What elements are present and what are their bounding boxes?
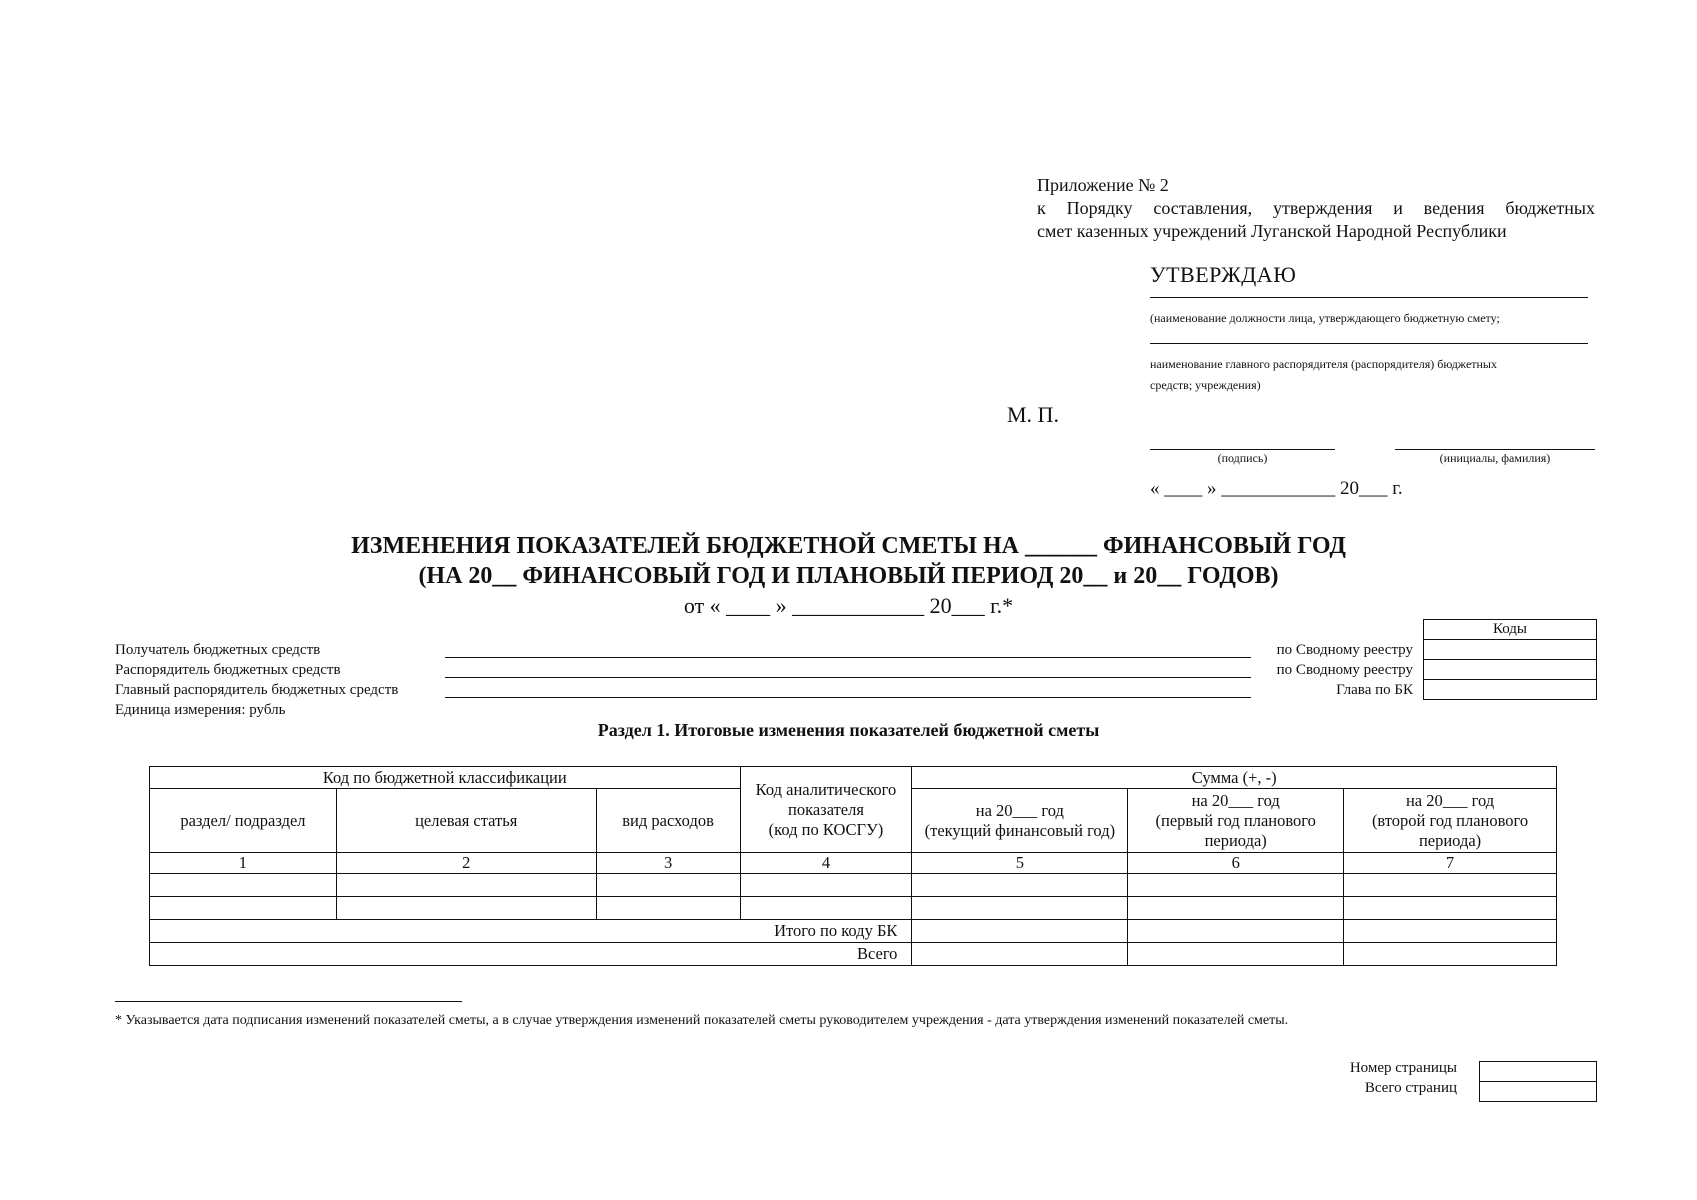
distributor-line (445, 677, 1251, 678)
table-cell[interactable] (1344, 920, 1557, 943)
header-line: на 20___ год (975, 800, 1064, 820)
distributor-hint: средств; учреждения) (1150, 378, 1261, 392)
registry-label: по Сводному реестру (1276, 662, 1413, 678)
column-number: 2 (336, 853, 596, 874)
total-pages-cell[interactable] (1480, 1082, 1596, 1101)
total-bk-label: Итого по коду БК (150, 920, 912, 943)
table-cell[interactable] (740, 874, 912, 897)
stamp-place: М. П. (1007, 402, 1059, 427)
total-pages-label: Всего страниц (1364, 1080, 1457, 1096)
table-cell[interactable] (1128, 920, 1344, 943)
table-cell[interactable] (596, 897, 740, 920)
table-cell[interactable] (596, 874, 740, 897)
unit-label: Единица измерения: рубль (115, 702, 286, 718)
approval-title: УТВЕРЖДАЮ (1150, 262, 1297, 287)
header-line: (второй год планового (1371, 810, 1529, 830)
header-analytic-line: (код по КОСГУ) (768, 819, 884, 839)
header-line: периода) (1418, 830, 1482, 850)
section-title: Раздел 1. Итоговые изменения показателей бюджетной сметы (597, 720, 1100, 740)
header-target: целевая статья (336, 789, 596, 853)
table-row (150, 897, 1557, 920)
table-cell[interactable] (1344, 897, 1557, 920)
code-cell[interactable] (1424, 640, 1596, 660)
header-line: периода) (1204, 830, 1267, 850)
header-expense-type: вид расходов (596, 789, 740, 853)
table-cell[interactable] (912, 874, 1128, 897)
table-cell[interactable] (1344, 943, 1557, 966)
header-analytic-line: показателя (788, 799, 864, 819)
summary-table (149, 766, 1557, 966)
header-line: (первый год планового (1155, 810, 1316, 830)
name-hint: (инициалы, фамилия) (1439, 451, 1551, 465)
table-cell[interactable] (336, 874, 596, 897)
header-line: на 20___ год (1405, 790, 1495, 810)
header-section: раздел/ подраздел (150, 789, 337, 853)
header-current-year (912, 789, 1128, 853)
table-cell[interactable] (912, 897, 1128, 920)
table-cell[interactable] (1128, 897, 1344, 920)
codes-box (1423, 619, 1597, 700)
appendix-reference-line: смет казенных учреждений Луганской Народной Республики (1037, 221, 1507, 241)
page-number-label: Номер страницы (1349, 1060, 1457, 1076)
document-title-period: (НА 20__ ФИНАНСОВЫЙ ГОД И ПЛАНОВЫЙ ПЕРИОД 20__ и 20__ ГОДОВ) (418, 563, 1279, 589)
column-number: 7 (1344, 853, 1557, 874)
table-cell[interactable] (740, 897, 912, 920)
total-bk-row (150, 920, 1557, 943)
table-cell[interactable] (336, 897, 596, 920)
signature-hint: (подпись) (1217, 451, 1268, 465)
main-distributor-label: Главный распорядитель бюджетных средств (115, 682, 399, 698)
position-signature-line (1150, 297, 1588, 298)
table-cell[interactable] (150, 897, 337, 920)
table-row (150, 874, 1557, 897)
column-number-row (150, 853, 1557, 874)
column-number: 3 (596, 853, 740, 874)
header-first-plan-year (1128, 789, 1344, 853)
document-title: ИЗМЕНЕНИЯ ПОКАЗАТЕЛЕЙ БЮДЖЕТНОЙ СМЕТЫ НА ______ ФИНАНСОВЫЙ ГОД (351, 533, 1346, 559)
main-distributor-line (445, 697, 1251, 698)
header-analytic-line: Код аналитического (755, 779, 897, 799)
code-cell[interactable] (1424, 680, 1596, 699)
page-number-cell[interactable] (1480, 1062, 1596, 1082)
page-number-box (1479, 1061, 1597, 1102)
table-cell[interactable] (1128, 943, 1344, 966)
distributor-hint: наименование главного распорядителя (распорядителя) бюджетных (1150, 357, 1497, 371)
column-number: 1 (150, 853, 337, 874)
position-hint: (наименование должности лица, утверждающего бюджетную смету; (1150, 311, 1500, 325)
header-sum: Сумма (+, -) (912, 767, 1557, 789)
recipient-label: Получатель бюджетных средств (115, 642, 321, 658)
footnote: * Указывается дата подписания изменений показателей сметы, а в случае утверждения изменений показателей сметы руководителем учреждения - дата утверждения изменений показателей сметы. (115, 1013, 1289, 1028)
column-number: 5 (912, 853, 1128, 874)
appendix-number: Приложение № 2 (1037, 175, 1169, 195)
code-cell[interactable] (1424, 660, 1596, 680)
table-cell[interactable] (912, 943, 1128, 966)
table-cell[interactable] (912, 920, 1128, 943)
table-cell[interactable] (150, 874, 337, 897)
approval-date: « ____ » ____________ 20___ г. (1150, 478, 1403, 499)
grand-total-row (150, 943, 1557, 966)
grand-total-label: Всего (150, 943, 912, 966)
registry-label: по Сводному реестру (1276, 642, 1413, 658)
recipient-line (445, 657, 1251, 658)
header-line: (текущий финансовый год) (924, 820, 1116, 840)
header-second-plan-year (1344, 789, 1557, 853)
appendix-header (1037, 174, 1595, 243)
document-date: от « ____ » ____________ 20___ г.* (683, 593, 1014, 618)
distributor-signature-line (1150, 343, 1588, 344)
distributor-label: Распорядитель бюджетных средств (115, 662, 341, 678)
column-number: 4 (740, 853, 912, 874)
table-cell[interactable] (1344, 874, 1557, 897)
header-line: на 20___ год (1191, 790, 1280, 810)
chapter-label: Глава по БК (1336, 682, 1413, 698)
footnote-divider (115, 1001, 462, 1002)
header-bk: Код по бюджетной классификации (150, 767, 741, 789)
table-cell[interactable] (1128, 874, 1344, 897)
column-number: 6 (1128, 853, 1344, 874)
appendix-reference-line: к Порядку составления, утверждения и ведения бюджетных (1037, 198, 1595, 218)
header-analytic (740, 767, 912, 853)
codes-header: Коды (1424, 620, 1596, 640)
